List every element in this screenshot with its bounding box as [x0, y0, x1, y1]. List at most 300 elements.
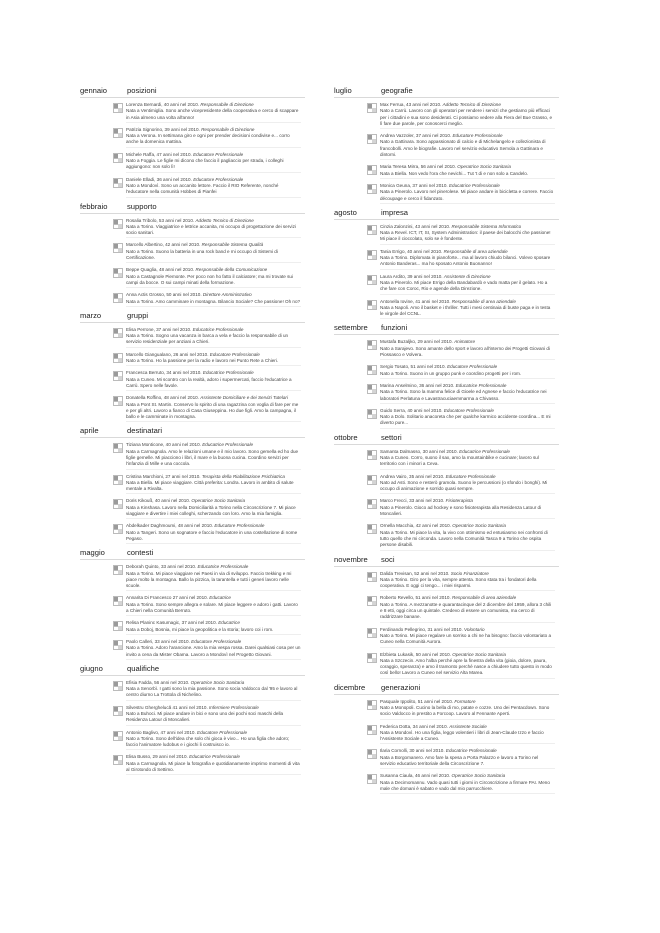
profile-entry [367, 652, 559, 679]
profile-photo-icon [367, 365, 377, 375]
profile-role: Assistente Domiciliare e dei Servizi Tutelari [200, 395, 288, 401]
profile-text [380, 133, 555, 160]
profile-entry [113, 498, 305, 519]
section-header [80, 664, 305, 676]
profile-role: Responsabile di area aziendale [443, 248, 508, 254]
profile-entry [367, 299, 559, 320]
profile-photo-icon [367, 774, 377, 784]
profile-text [380, 408, 555, 429]
profile-text [126, 102, 301, 123]
month-section [80, 664, 305, 776]
profile-role: Volontario [464, 626, 485, 632]
profile-text [380, 571, 555, 592]
profile-text [126, 370, 301, 391]
profile-text [126, 639, 301, 660]
profile-photo-icon [113, 219, 123, 229]
profile-entry [113, 474, 305, 495]
profile-meta: Susanna Ciaula, 46 anni nel 2010. [380, 773, 451, 779]
profile-role: Educatrice Professionale [459, 448, 510, 454]
topic-label: destinatari [127, 426, 163, 436]
profile-photo-icon [367, 165, 377, 175]
profile-meta: Antonella Iovine, 41 anni nel 2010. [380, 298, 451, 304]
profile-body: Nata a Biella. Mi piace viaggiare. Città preferita: Londra. Lavoro in ambito di salute mentale a Rivalta. [126, 479, 294, 492]
profile-body: Nata a Carmagnola. Mi piace la fotografia e quotidianamente imprimo momenti di vita al Girotondo di Settimo. [126, 760, 300, 773]
month-label: ottobre [334, 432, 358, 442]
profile-body: Nata a Torino. Sono la mamma felice di Gioele ed Agnese e faccio l'educatrice nei laboratori Perlatuna e Lavastracuciaemmarma a Chivasso. [380, 389, 547, 401]
profile-text [380, 299, 555, 320]
profile-text [126, 442, 301, 469]
month-label: dicembre [334, 682, 366, 692]
profile-role: Educatrice Professionale [192, 326, 244, 332]
profile-text [380, 383, 555, 404]
profile-body: Nato ad Asti. Sono e resterò gramola. Suono le percussioni (o sfondo i bonghi). Mi occupo di animazione e sorrido quasi sempre. [380, 479, 548, 492]
profile-role: Educatrice [218, 620, 240, 626]
profile-text [126, 395, 301, 422]
profile-photo-icon [113, 268, 123, 278]
profile-meta: Patrizia Signorino, 39 anni nel 2010. [126, 126, 200, 132]
profile-body: Nata a Torino. Mi piace viaggiare nei Paesi in via di sviluppo. Faccio trekking e mi piace molto la montagna. Ballo la pizzica, la tarantella e tutti i generi lavoro nelle scuole. [126, 570, 292, 589]
topic-label: funzioni [381, 323, 408, 333]
month-label: aprile [80, 426, 99, 436]
profile-body: Nata a Cuneo. Corro, suono il sax, amo la mountainbike e cucinare; lavoro sul territorio con i minori a Ceva. [380, 454, 539, 467]
profile-body: Nata a Kinshasa. Lavoro nella Domiciliarità a Torino nella Circoscrizione 7. Mi piace viaggiare e divertire i miei colleghi, scherzando con loro. Amo la mia famiglia. [126, 504, 296, 517]
profile-entry [367, 133, 559, 160]
profile-role: Educatrice Professionale [189, 754, 240, 760]
profile-body: Nato a Foggia. Le figlie mi dicono che faccio il pagliaccio per strada, i colleghi aggiungono: non solo lì! [126, 158, 284, 170]
section-header [334, 433, 559, 445]
profile-body: Nata a Torino. Viaggiatrice e lettrice accanita, mi occupo di progettazione dei servizi socio sanitari. [126, 223, 296, 236]
profile-meta: Abdelkader Daghmoumi, 48 anni nel 2010. [126, 523, 214, 529]
profile-text [126, 292, 301, 307]
profile-body: Nato a Sarajevo. Sono amante dello sport e lavoro all'interno dei Progetti Giovani di Piossasco e Volvera. [380, 345, 550, 358]
profile-photo-icon [113, 706, 123, 716]
profile-entry [367, 748, 559, 769]
profile-text [126, 177, 301, 198]
profile-body: Nato a Torino. Adoro l'arancione. Amo la mia vespa rossa. Darei qualsiasi cosa per un invito a cena da Mister Obama. Lavoro a Mondovì nel Progetto Giovani. [126, 645, 301, 657]
profile-body: Nato a Torino. Suono la batteria in una rock band e mi occupo di Sistemi di Certificazione. [126, 248, 278, 261]
topic-label: supporto [127, 201, 157, 211]
profile-entry [367, 102, 559, 129]
profile-photo-icon [367, 103, 377, 113]
profile-entry [367, 164, 559, 179]
profile-meta: Francesca Berruto, 34 anni nel 2010. [126, 370, 202, 376]
profile-body: Nata a Pinerolo. Lavoro nel pinerolese. Mi piace andare in bicicletta e correre. Faccio découpage e cerco il fidanzato. [380, 189, 554, 201]
profile-meta: Cinzia Zalonzini, 43 anni nel 2010. [380, 223, 451, 229]
profile-meta: Tiziana Monticone, 40 anni nel 2010. [126, 442, 201, 448]
profile-meta: Federica Dotta, 34 anni nel 2010. [380, 723, 448, 729]
profile-entry [113, 352, 305, 367]
profile-body: Nato a Buhoci. Mi piace andare in bici e sono uno dei pochi soci maschi della Residenza Latour di Moncalieri. [126, 711, 284, 723]
profile-body: Nato a Dolo. Solitario anacoreta che per qualche karmico accidente coordina... E mi diverto pure... [380, 414, 551, 426]
profile-entry [367, 408, 559, 429]
profile-meta: Elisa Perrone, 37 anni nel 2010. [126, 326, 192, 332]
topic-label: gruppi [127, 310, 149, 320]
profile-body: Nata a Decimomannu. Vado quasi tutti i giorni in Circoscrizione a firmare PAI. Meno male che domani è sabato e vado dal mio parrucchiere. [380, 779, 550, 791]
profile-photo-icon [367, 572, 377, 582]
profile-body: Nata a Senorbì. I gatti sono la mia passione. Sono socia Valdocco dal '95 e lavoro al centro diurno La Trottola di Nichelino. [126, 686, 298, 698]
profile-entry [113, 754, 305, 775]
month-section [80, 86, 305, 198]
topic-label: impresa [381, 207, 409, 217]
profile-entry [367, 627, 559, 648]
month-section [334, 555, 559, 679]
profile-text [380, 183, 555, 204]
profile-meta: Dalida Trevisan, 52 anni nel 2010. [380, 570, 450, 576]
profile-photo-icon [113, 153, 123, 163]
profile-body: Nata a Pinerolo. Mi piace Errigo della Bandabardò e vado matta per il gelato. Ho a che fare con Coroc, Rio e agende della Direzione. [380, 279, 548, 292]
profile-entry [367, 449, 559, 470]
profile-entry [113, 102, 305, 123]
profile-text [126, 352, 301, 367]
left-column [80, 86, 305, 779]
profile-photo-icon [367, 628, 377, 638]
profile-entry [367, 224, 559, 245]
profile-body: Nato a Castagnole Piemonte. Per poco non ho fatto il calciatore; ma mi trovate sui campi da bocce. O sui campi minati della formazione. [126, 273, 293, 285]
profile-role: Educatore Professionale [197, 729, 248, 735]
profile-text [380, 102, 555, 129]
profile-role: Responsabile Sistema Qualità [201, 242, 264, 248]
profile-text [126, 595, 301, 616]
profile-meta: Anna Actis Grosso, 50 anni nel 2010. [126, 292, 202, 298]
profile-meta: Roberto Revello, 51 anni nel 2010. [380, 595, 451, 601]
profile-body: Nato a Mondovì. Sono un accanito lettore. Faccio il RIO Referente, nonché l'educatore nella comunità Hobbes di Pianfei [126, 182, 279, 195]
profile-entry [113, 327, 305, 348]
profile-text [380, 627, 555, 648]
profile-text [126, 680, 301, 701]
profile-entry [113, 442, 305, 469]
profile-photo-icon [367, 475, 377, 485]
profile-role: Assistente di Direzione [443, 273, 491, 279]
profile-role: Educatrice Professionale [448, 182, 500, 188]
profile-body: Nato a Torino. Sono dell'idea che solo chi gioca è vivo... Ho una figlia che adoro; faccio l'animatore ludobus e i giochi li costruisco io. [126, 735, 290, 748]
profile-photo-icon [367, 134, 377, 144]
profile-meta: Elisa Busso, 29 anni nel 2010. [126, 754, 188, 760]
profile-role: Educatrice [209, 595, 231, 601]
profile-text [380, 224, 555, 245]
profile-meta: Paolo Calleri, 33 anni nel 2010. [126, 638, 190, 644]
profile-entry [113, 705, 305, 726]
month-label: gennaio [80, 86, 108, 95]
profile-photo-icon [113, 371, 123, 381]
profile-text [380, 523, 555, 550]
profile-role: Educatore Professionale [191, 638, 242, 644]
profile-body: Nata a Napoli. Amo il basket e i thriller. Tutti i mesi centinaia di buste paga e in testa le virgole del CCNL. [380, 304, 551, 317]
profile-body: Nato a Torino. Suono in un gruppo punk e coordino progetti per i rom. [380, 370, 522, 376]
month-label: agosto [334, 207, 357, 217]
profile-photo-icon [113, 499, 123, 509]
profile-entry [367, 595, 559, 622]
month-label: novembre [334, 554, 368, 564]
profile-entry [113, 127, 305, 148]
profile-photo-icon [367, 225, 377, 235]
profile-role: Operatrice Socio Sanitaria [190, 679, 245, 685]
month-section [80, 548, 305, 660]
profile-entry [367, 474, 559, 495]
profile-meta: Lorenza Bernardi, 40 anni nel 2010. [126, 102, 200, 107]
profile-role: Educatore Professionale [209, 351, 260, 357]
profile-meta: Marcello Giangualano, 26 anni nel 2010. [126, 351, 209, 357]
profile-role: Formatore [454, 698, 476, 704]
section-header [80, 86, 305, 98]
profile-entry [367, 383, 559, 404]
profile-body: Nato a Pinerolo. Gioco ad hockey e sono fisioterapista alla Residenza Latour di Moncalieri. [380, 504, 542, 517]
profile-text [380, 724, 555, 745]
profile-entry [113, 523, 305, 544]
profile-photo-icon [113, 103, 123, 113]
profile-text [126, 267, 301, 288]
section-header [334, 86, 559, 98]
profile-text [126, 564, 301, 591]
profile-meta: Annarita Di Francesco 27 anni nel 2010. [126, 595, 208, 601]
profile-entry [367, 724, 559, 745]
profile-entry [367, 498, 559, 519]
month-section [80, 311, 305, 423]
profile-entry [113, 292, 305, 307]
profile-text [126, 218, 301, 239]
profile-meta: Laura Ardito, 39 anni nel 2010. [380, 273, 443, 279]
profile-body: Nata a Carmagnola. Amo le relazioni umane e il mio lavoro. Sono gemella ed ho due figlie gemelle. Mi piacciono i libri, il mare e la buona cucina. Coordino servizi per l'infanzia di Mille e una coccola. [126, 448, 299, 467]
profile-entry [113, 218, 305, 239]
profile-meta: Monica Geuna, 37 anni nel 2010. [380, 182, 448, 188]
profile-role: Educatore Professionale [452, 133, 503, 139]
topic-label: posizioni [127, 86, 157, 95]
profile-role: Fisioterapista [445, 498, 473, 504]
profile-role: Responsabile Sistema Informatico [451, 223, 522, 229]
profile-role: Animatore [454, 339, 476, 345]
profile-text [380, 748, 555, 769]
profile-photo-icon [367, 384, 377, 394]
profile-entry [367, 364, 559, 379]
profile-photo-icon [113, 396, 123, 406]
profile-body: Nata a Torino. Amo camminare in montagna. Bilancio Sociale? Che passione! Oh no? [126, 298, 301, 304]
profile-meta: Doris Kikouß, 40 anni nel 2010. [126, 498, 191, 504]
topic-label: settori [381, 432, 402, 442]
profile-entry [113, 177, 305, 198]
profile-role: Educatrice Professionale [202, 442, 254, 448]
profile-body: Nata a Pont St. Martin. Conservo lo spirito di una ragazzina con voglia di fare per me e per gli altri. Lavoro a fianco di Casa Giuseppina. Ho due figli. Amo la campagna, il ballo e le camminate in montagna. [126, 401, 299, 420]
profile-entry [113, 680, 305, 701]
profile-photo-icon [113, 755, 123, 765]
profile-entry [113, 730, 305, 751]
profile-text [380, 699, 555, 720]
profile-text [380, 339, 555, 360]
profile-meta: Guido Serra, 40 anni nel 2010. [380, 407, 443, 413]
topic-label: soci [381, 554, 395, 564]
profile-meta: Beppe Quaglia, 48 anni nel 2010. [126, 267, 195, 273]
profile-entry [367, 183, 559, 204]
profile-photo-icon [367, 340, 377, 350]
profile-meta: Marco Frecci, 33 anni nel 2010. [380, 498, 445, 504]
profile-entry [367, 274, 559, 295]
topic-label: geografie [381, 86, 413, 95]
profile-body: Nata a Verona. In settimana giro e ogni per prender decisioni condivise e... corro anche la domenica mattina. [126, 133, 290, 145]
profile-meta: Ilaria Cornolli, 30 anni nel 2010. [380, 748, 445, 754]
profile-entry [113, 152, 305, 173]
section-header [334, 683, 559, 695]
profile-entry [113, 267, 305, 288]
profile-role: Operatrice Socio Sanitaria [451, 773, 506, 779]
profile-photo-icon [113, 328, 123, 338]
profile-photo-icon [113, 178, 123, 188]
profile-meta: Donatella Roffino, 48 anni nel 2010. [126, 395, 199, 401]
section-header [334, 323, 559, 335]
right-column [334, 86, 559, 798]
profile-entry [367, 571, 559, 592]
topic-label: qualifiche [127, 663, 160, 673]
profile-meta: Cristina Marchioni, 27 anni nel 2010. [126, 473, 201, 479]
profile-meta: Andrea Vazzoler, 37 anni nel 2010. [380, 133, 452, 139]
profile-entry [113, 370, 305, 391]
profile-photo-icon [113, 293, 123, 303]
profile-meta: Efisia Fadda, 56 anni nel 2010. [126, 679, 190, 685]
profile-meta: Relisa Planinc Kasumagic, 37 anni nel 2010. [126, 620, 217, 626]
profile-role: Terapista della Riabilitazione Psichiatrica [201, 473, 285, 479]
profile-photo-icon [367, 725, 377, 735]
month-label: marzo [80, 310, 102, 320]
month-label: giugno [80, 663, 103, 673]
profile-body: Nata a Torino. Sono sempre allegra e solare. Mi piace leggere e adoro i gatti. Lavoro a Chieri nella Comunità Berruto. [126, 601, 298, 614]
profile-photo-icon [367, 524, 377, 534]
month-section [334, 208, 559, 320]
profile-text [126, 127, 301, 148]
profile-meta: Marina Anselmino, 36 anni nel 2010. [380, 382, 455, 388]
profile-text [380, 595, 555, 622]
profile-role: Educatore Professionale [445, 473, 496, 479]
profile-meta: Samanta Dalmasso, 30 anni nel 2010. [380, 448, 458, 454]
profile-role: Educatrice Professionale [197, 564, 249, 570]
profile-role: Educatore Professionale [214, 523, 265, 529]
profile-body: Nata a Cuneo. Mi scontro con la realtà, adoro i supermercati, faccio l'educatrice a Carrù. Spero nelle favole. [126, 376, 292, 388]
profile-meta: Ornella Macchia, 42 anni nel 2010. [380, 523, 451, 529]
profile-role: Responsabile di Direzione [201, 126, 255, 132]
profile-body: Nato a Monopoli. Cucino la bella di mo, patate e cozze. Uno dei Pentacdown. Sono socio Valdocco in prestito a Forcoop. Lavoro al Fennante Aperti. [380, 705, 550, 717]
month-section [80, 202, 305, 307]
profile-body: Nato a Torino. Ho la passione per la radio e lavoro nei Punto Rete a Chieri. [126, 358, 279, 364]
profile-text [380, 773, 555, 794]
profile-entry [367, 699, 559, 720]
topic-label: contesti [127, 548, 154, 558]
profile-meta: Max Ferrua, 43 anni nel 2010. [380, 102, 442, 107]
profile-body: Nato a Torino. A mezzanotte e quarantacinque del 2 dicembre del 1959, allora 3 chili e 8 etti, oggi circa un quintale. Credevo di essere un comunista, ma cerco di raddrizzare banane. [380, 601, 552, 620]
profile-meta: Ferdinando Pellegrino, 31 anni nel 2010. [380, 626, 463, 632]
profile-body: Nata a Torino. Diplomata in pianoforte... ma al lavoro chiudo bilanci. Volevo sposare Antonio Banderas... ma ho sposato Antonio Buonanno! [380, 255, 551, 267]
profile-role: Educatrice Professionale [445, 748, 497, 754]
profile-role: Responsabile di area aziendale [452, 595, 517, 601]
profile-photo-icon [113, 128, 123, 138]
profile-photo-icon [113, 524, 123, 534]
profile-text [380, 449, 555, 470]
profile-photo-icon [113, 353, 123, 363]
profile-entry [113, 564, 305, 591]
profile-text [126, 620, 301, 635]
profile-photo-icon [367, 300, 377, 310]
profile-body: Nato a Carrù. Lavoro con gli operatori per rendere i servizi che gestiamo più efficaci per i cittadini e sua sono desiderati. Ci possiamo vedere alla Fiera del Bue Grasso, e lì fare due parole, per conoscerci meglio. [380, 108, 553, 126]
profile-photo-icon [113, 621, 123, 631]
profile-body: Nato a Tangeri. Sono un sognatore e faccio l'educatore in una costellazione di nome Pegaso. [126, 529, 298, 541]
profile-entry [113, 595, 305, 616]
profile-text [126, 705, 301, 726]
profile-photo-icon [367, 596, 377, 606]
profile-text [380, 364, 555, 379]
profile-role: Educatore Professionale [193, 176, 244, 182]
profile-body: Nata a Revel. ICT, IT, SI, System Administration: il paese dei balocchi che passione! Mi piace il cioccolato, solo se è fondente. [380, 230, 551, 242]
profile-photo-icon [113, 475, 123, 485]
profile-meta: Silvestru Gherghelucă 41 anni nel 2010. [126, 704, 208, 710]
profile-meta: Pasquale Ippolito, 51 anni nel 2010. [380, 698, 454, 704]
profile-body: Nata a Ventimiglia. Sono anche vicepresidente della cooperativa e cerco di scappare in Asia almeno una volta all'anno! [126, 108, 299, 120]
profile-entry [367, 523, 559, 550]
month-label: settembre [334, 323, 368, 333]
profile-photo-icon [367, 499, 377, 509]
profile-photo-icon [113, 565, 123, 575]
profile-photo-icon [367, 700, 377, 710]
profile-body: Nato a Gattinara. Sono appassionato di calcio e di Michelangelo e collezionista di francobolli. Amo le biografie. Lavoro nel servizio educativo Semola a Gattinara e dintorni. [380, 139, 546, 158]
month-section [334, 86, 559, 204]
profile-body: Nata a Doboj, Bosnia, mi piace la geopolitica e la storia; lavoro coi i rom. [126, 626, 274, 632]
profile-text [126, 498, 301, 519]
profile-body: Nato a Torino. Mi piace regalare un sorriso a chi ne ha bisogno: faccio volontariato a Cuneo nella Comunità Aurora. [380, 632, 552, 645]
month-section [334, 683, 559, 795]
profile-body: Nata a Torino. Sogno una vacanza in barca a vela e faccio la responsabile di un servizio residenziale per anziani a Chieri. [126, 333, 289, 345]
profile-photo-icon [113, 640, 123, 650]
profile-meta: Daniele Elladi, 36 anni nel 2010. [126, 176, 192, 182]
profile-meta: Elzbieta Lukasik, 50 anni nel 2010. [380, 651, 451, 657]
section-header [80, 548, 305, 560]
profile-photo-icon [113, 681, 123, 691]
profile-photo-icon [367, 450, 377, 460]
profile-meta: Tania Errigo, 40 anni nel 2010. [380, 248, 443, 254]
profile-text [380, 498, 555, 519]
profile-photo-icon [367, 250, 377, 260]
profile-role: Socio Finanziatore [450, 570, 489, 576]
profile-role: Educatore Professionale [443, 407, 494, 413]
profile-meta: Mustafa Buzaljko, 29 anni nel 2010. [380, 339, 453, 345]
profile-entry [113, 639, 305, 660]
profile-photo-icon [367, 653, 377, 663]
profile-entry [367, 773, 559, 794]
profile-body: Nata a Biella. Non vedo l'ora che nevichi... Tut 't di e non solo a Candelo. [380, 170, 529, 176]
profile-body: Nata a Szczecin. Amo l'alba perché apre la finestra della vita (gioia, dolore, paura, coraggio, speranza) e amo il tramonto perché nasce a chiudere tutto questo in modo così bello! Lavoro a Cuneo nel servizio Alta Marea. [380, 657, 552, 676]
profile-meta: Rosalia Tribolo, 53 anni nel 2010. [126, 217, 195, 223]
profile-photo-icon [367, 184, 377, 194]
profile-text [126, 242, 301, 263]
section-header [334, 555, 559, 567]
profile-photo-icon [113, 443, 123, 453]
month-label: febbraio [80, 201, 108, 211]
profile-photo-icon [367, 749, 377, 759]
profile-meta: Sergio Tosato, 51 anni nel 2010. [380, 364, 446, 370]
profile-body: Nata a Torino. Giro per la vita, sempre attenta. Sono stata tra i fondatori della cooperativa. E oggi ci tengo... i miei risparmi. [380, 576, 537, 589]
section-header [80, 311, 305, 323]
month-section [334, 433, 559, 551]
profile-entry [367, 339, 559, 360]
section-header [334, 208, 559, 220]
profile-role: Responsabile della Comunicazione [195, 267, 268, 273]
profile-body: Nata a Torino. Mi piace la vita, la vivo con ottimismo ed entusiasmo nei confronti di tutto quello che mi circonda. Lavoro nella Comunità Tasca 9 a Torino che ospita persone disabili. [380, 529, 548, 548]
profile-role: Addetto Tecnico di Direzione [195, 217, 254, 223]
profile-role: Addetto Tecnico di Direzione [442, 102, 501, 107]
profile-text [126, 523, 301, 544]
profile-meta: Deborah Quinto, 33 anni nel 2010. [126, 564, 197, 570]
profile-text [126, 754, 301, 775]
profile-text [380, 249, 555, 270]
profile-role: Assistente Sociale [449, 723, 487, 729]
profile-role: Operatrice Socio Sanitaria [452, 651, 506, 657]
month-section [80, 426, 305, 544]
profile-photo-icon [367, 409, 377, 419]
profile-role: Infermiere Professionale [209, 704, 259, 710]
profile-role: Direttore Amministrativo [202, 292, 252, 298]
